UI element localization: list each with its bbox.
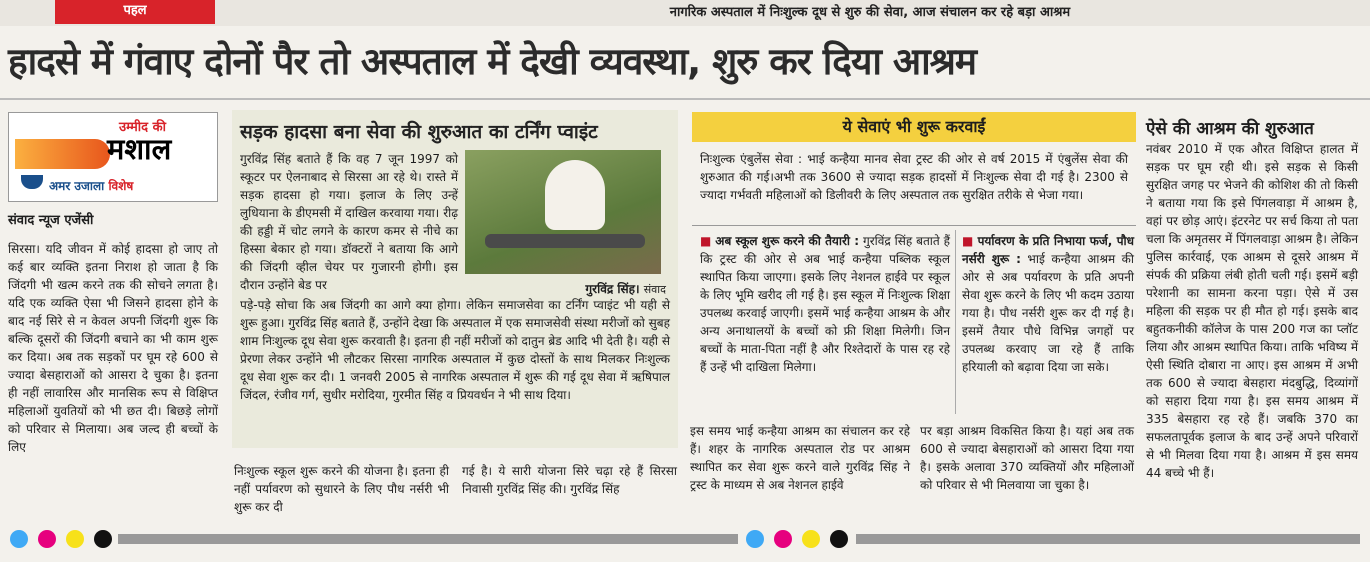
black-register-dot bbox=[94, 530, 112, 548]
photo-caption: गुरविंद्र सिंह। संवाद bbox=[585, 282, 666, 296]
logo-line1: उम्मीद की bbox=[119, 120, 166, 135]
yellow-register-dot bbox=[802, 530, 820, 548]
portrait-photo bbox=[465, 150, 661, 274]
magenta-register-dot bbox=[774, 530, 792, 548]
headline: हादसे में गंवाए दोनों पैर तो अस्पताल में देखी व्यवस्था, शुरु कर दिया आश्रम bbox=[8, 40, 977, 83]
torch-flame-icon bbox=[15, 139, 110, 169]
register-bar-left bbox=[118, 534, 738, 544]
continuation-3: इस समय भाई कन्हैया आश्रम का संचालन कर रहे हैं। शहर के नागरिक अस्पताल रोड पर आश्रम स्थापित कर सेवा शुरू करने वाले गुरविंद्र सिंह ने ट्रस्ट के माध्यम से अब नेशनल हाईवे bbox=[690, 424, 910, 492]
feature-para-1: गुरविंद्र सिंह बताते हैं कि वह 7 जून 1997 को स्कूटर पर ऐलनाबाद से सिरसा आ रहे थे। रास्ते में सड़क हादसा हो गया। इलाज के लिए उन्हें लुधियाना के डीएमसी में दाखिल करवाया गया। रीढ़ की हड्डी में चोट लगने के कारण कमर से नीचे का हिस्सा बेकार हो गया। डॉक्टरों ने बताया कि आगे की जिंदगी व्हील चेयर पर गुजारनी होगी। इस दौरान उन्होंने बेड पर bbox=[240, 152, 458, 292]
feature-title: सड़क हादसा बना सेवा की शुरुआत का टर्निंग प्वाइंट bbox=[240, 121, 598, 143]
services-column-divider bbox=[955, 230, 956, 414]
cyan-register-dot bbox=[10, 530, 28, 548]
continuation-1: निःशुल्क स्कूल शुरू करने की योजना है। इतना ही नहीं पर्यावरण को सुधारने के लिए पौध नर्सरी भी शुरू कर दी bbox=[234, 464, 449, 514]
wheelchair-figure bbox=[485, 234, 645, 248]
byline: संवाद न्यूज एजेंसी bbox=[8, 213, 94, 228]
continuation-4: पर बड़ा आश्रम विकसित किया है। यहां अब तक 600 से ज्यादा बेसहाराओं को आसरा दिया गया है। इसके अलावा 370 व्यक्तियों और महिलाओं को परिवार से भी मिलवाया जा चुका है। bbox=[920, 424, 1134, 492]
torch-cup-icon bbox=[21, 175, 43, 189]
services-divider bbox=[692, 225, 1136, 226]
story-lead: सिरसा। यदि जीवन में कोई हादसा हो जाए तो कई बार व्यक्ति इतना निराश हो जाता है कि जिंदगी भी खत्म करने तक की सोचने लगता है। यदि एक व्यक्ति ऐसा भी जिसने हादसा होने के बाद नई सिरे से न केवल अपनी जिंदगी शुरू कि बल्कि दूसरों की जिंदगी बचाने का भी काम शुरू कर दिया। अब तक सड़कों पर घूम रहे 600 से ज्यादा बेसहाराओं को आसरा दे चुका है। इतना ही नहीं लावारिस और मानसिक रूप से विक्षिप्त महिलाओं युवतियों को भी छत दी। बिछड़े लोगों को परिवार से मिलाया। अब जल्द ही बच्चों के लिए bbox=[8, 242, 218, 454]
headline-rule bbox=[0, 98, 1370, 100]
magenta-register-dot bbox=[38, 530, 56, 548]
yellow-register-dot bbox=[66, 530, 84, 548]
person-figure bbox=[545, 160, 605, 230]
services-title: ये सेवाएं भी शुरू करवाईं bbox=[692, 112, 1136, 142]
black-register-dot bbox=[830, 530, 848, 548]
logo-line2: मशाल bbox=[107, 132, 172, 166]
school-service: ■ अब स्कूल शुरू करने की तैयारी : गुरविंद्र सिंह बताते हैं कि ट्रस्ट की ओर से अब भाई कन्हैया पब्लिक स्कूल स्थापित किया जाएगा। इसके लिए नेशनल हाईवे पर स्कूल के लिए भूमि खरीद ली गई है। इस स्कूल में निःशुल्क शिक्षा उपलब्ध करवाई जाएगी। इसमें भाई कन्हैया आश्रम के और अन्य अनाथालयों के बच्चों को फ्री शिक्षा मिलेगी। जिन बच्चों के माता-पिता नहीं है और रिश्तेदारों के पास रह रहे हैं उन्हें भी दाखिला मिलेगा। bbox=[700, 234, 950, 374]
print-register-strip bbox=[0, 530, 1370, 548]
register-bar-right bbox=[856, 534, 1360, 544]
environment-service: ■ पर्यावरण के प्रति निभाया फर्ज, पौध नर्सरी शुरू : भाई कन्हैया आश्रम की ओर से अब पर्यावरण के प्रति अपनी सेवा शुरू करने के लिए भी कदम उठाया गया है। पौध नर्सरी शुरू कर दी गई है। इसमें तैयार पौधे विभिन्न जगहों पर उपलब्ध करवाए जा रहे हैं ताकि हरियाली को बढ़ावा दिया जा सके। bbox=[962, 234, 1134, 374]
logo-brand: अमर उजाला विशेष bbox=[49, 179, 134, 193]
ashram-title: ऐसे की आश्रम की शुरुआत bbox=[1146, 119, 1314, 139]
ashram-story: नवंबर 2010 में एक औरत विक्षिप्त हालत में सड़क पर घूम रही थी। इसे सड़क से किसी सुरक्षित जगह पर भेजने की कोशिश की तो किसी ने बताया गया कि इसे पिंगलवाड़ा में आश्रम है, वहां पर छोड़ आएं। इंटरनेट पर सर्च किया तो पता चला कि अमृतसर में पिंगलवाड़ा आश्रम है। लेकिन पुलिस कार्रवाई, एक आश्रम से दूसरे आश्रम में संपर्क की प्रक्रिया लंबी होती चली गई। इसमें बड़ी परेशानी का सामना करना पड़ा। ऐसे में उस महिला की सड़क पर ही मौत हो गई। इसके बाद बहुतकनीकी कॉलेज के पास 200 गज का प्लॉट लिया और आश्रम स्थापित किया। ताकि भविष्य में ऐसी स्थिति दोबारा ना आए। इस आश्रम में अभी तक 600 से ज्यादा बेसहारा मंदबुद्धि, दिव्यांगों को सहारा दिया गया है। इस समय आश्रम में 335 बेसहारा रह रहे हैं। जबकि 370 का सफलतापूर्वक इलाज के बाद उन्हें अपने परिवारों से भी मिलवा दिया गया है। आश्रम में इस समय 44 बच्चे भी हैं। bbox=[1146, 142, 1358, 480]
continuation-2: गई है। ये सारी योजना सिरे चढ़ा रहे हैं सिरसा निवासी गुरविंद्र सिंह की। गुरविंद्र सिंह bbox=[462, 464, 677, 496]
cyan-register-dot bbox=[746, 530, 764, 548]
kicker-line: नागरिक अस्पताल में निःशुल्क दूध से शुरु की सेवा, आज संचालन कर रहे बड़ा आश्रम bbox=[669, 5, 1071, 20]
campaign-logo bbox=[8, 112, 218, 202]
feature-para-2: पड़े-पड़े सोचा कि अब जिंदगी का आगे क्या होगा। लेकिन समाजसेवा का टर्निंग प्वाइंट भी यही से शुरू हुआ। गुरविंद्र सिंह बताते हैं, उन्होंने देखा कि अस्पताल में एक समाजसेवी संस्था मरीजों को सुबह शाम निःशुल्क दूध सेवा शुरू करवाती है। इतना ही नहीं मरीजों को दातुन ब्रेड आदि भी देती है। यही से प्रेरणा लेकर उन्होंने भी लौटकर सिरसा नागरिक अस्पताल में कुछ दोस्तों के साथ मिलकर निःशुल्क दूध सेवा शुरू कर दी। 1 जनवरी 2005 से नागरिक अस्पताल में शुरू की गई दूध सेवा में ऋषिपाल जिंदल, रंजीव गर्ग, सुधीर मरोदिया, गुरमीत सिंह व प्रियवर्धन ने भी साथ दिया। bbox=[240, 298, 670, 402]
ambulance-service: निःशुल्क एंबुलेंस सेवा : भाई कन्हैया मानव सेवा ट्रस्ट की ओर से वर्ष 2015 में एंबुलेंस सेवा की शुरुआत की गई।अभी तक 3600 से ज्यादा सड़क हादसों में निःशुल्क सेवा दी गई है। 2300 से ज्यादा गर्भवती महिलाओं को डिलीवरी के लिए अस्पताल तक सुरक्षित तरीके से भेजा गया। bbox=[700, 152, 1128, 202]
section-tag: पहल bbox=[55, 0, 215, 24]
